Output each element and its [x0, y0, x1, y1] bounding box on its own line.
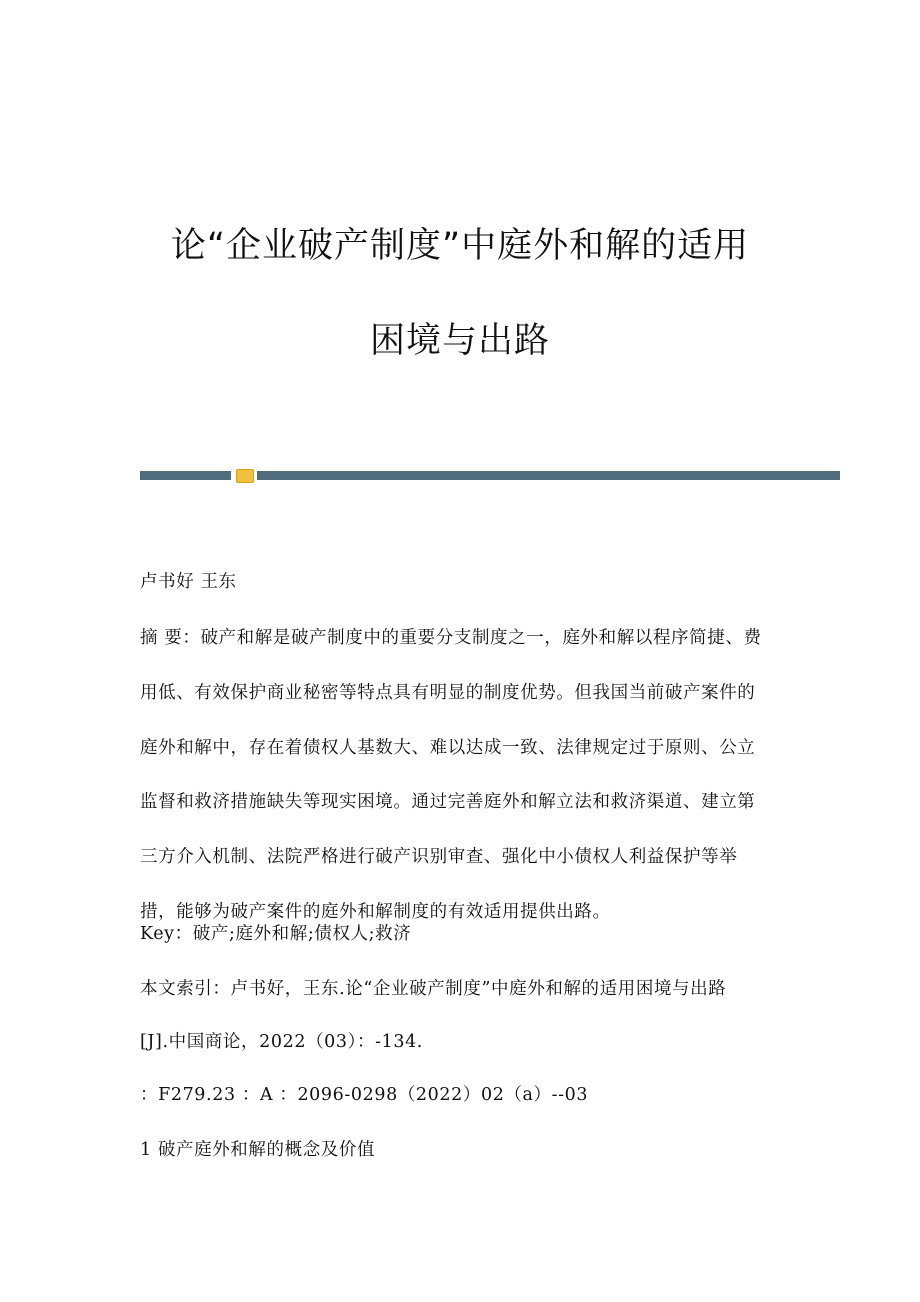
abstract-line: 庭外和解中，存在着债权人基数大、难以达成一致、法律规定过于原则、公立 [140, 738, 756, 758]
classification: ：F279.23 ：A ：2096-0298（2022）02（a）--03 [140, 1085, 589, 1105]
abstract-line: 三方介入机制、法院严格进行破产识别审查、强化中小债权人利益保护等举 [140, 847, 738, 867]
abstract-line: 监督和救济措施缺失等现实困境。通过完善庭外和解立法和救济渠道、建立第 [140, 792, 756, 812]
citation-line-1: 本文索引：卢书好，王东.论“企业破产制度”中庭外和解的适用困境与出路 [140, 979, 727, 999]
abstract-line: 用低、有效保护商业秘密等特点具有明显的制度优势。但我国当前破产案件的 [140, 683, 756, 703]
citation-line-2: [J].中国商论，2022（03）：-134. [140, 1032, 423, 1052]
divider-left [140, 471, 231, 480]
authors: 卢书好 王东 [140, 572, 237, 592]
document-title-line-2: 困境与出路 [369, 321, 550, 361]
abstract-line: 摘 要：破产和解是破产制度中的重要分支制度之一，庭外和解以程序简捷、费 [140, 628, 762, 648]
section-heading: 1 破产庭外和解的概念及价值 [140, 1140, 376, 1160]
divider-emblem-icon [236, 469, 254, 483]
abstract-line: 措，能够为破产案件的庭外和解制度的有效适用提供出路。 [140, 902, 611, 922]
document-title-line-1: 论“企业破产制度”中庭外和解的适用 [170, 226, 750, 266]
divider-right [257, 471, 840, 480]
keywords: Key：破产;庭外和解;债权人;救济 [140, 924, 412, 944]
